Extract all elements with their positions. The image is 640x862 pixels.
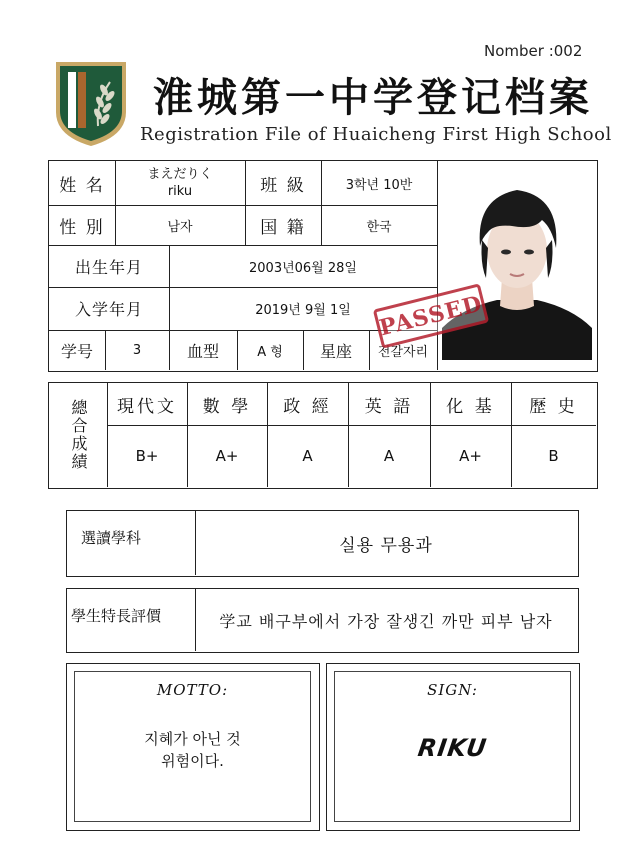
grade-history: B — [548, 447, 559, 465]
subject-history: 歷 史 — [529, 396, 578, 417]
elective-value: 실용 무용과 — [339, 535, 433, 556]
zodiac-value: 전갈자리 — [377, 344, 429, 360]
motto-line-2: 위험이다. — [161, 752, 224, 770]
elective-label: 選讀學科 — [81, 529, 142, 547]
grade-modern-literature: B+ — [135, 447, 159, 465]
subject-modern-literature: 現代文 — [117, 396, 177, 417]
sign-box — [326, 663, 580, 831]
gender-value: 남자 — [167, 219, 193, 235]
class-value: 3학년 10반 — [345, 177, 413, 193]
motto-text — [67, 728, 318, 772]
school-title-chinese: 淮城第一中学登记档案 — [153, 74, 593, 121]
student-number-label: 学号 — [60, 341, 93, 361]
motto-line-1: 지혜가 아닌 것 — [144, 730, 241, 748]
nationality-value: 한국 — [366, 219, 392, 235]
grades-table — [48, 382, 598, 489]
grade-math: A+ — [215, 447, 239, 465]
student-number-value: 3 — [132, 342, 142, 358]
school-title-english: Registration File of Huaicheng First High School — [140, 124, 612, 145]
motto-box — [66, 663, 320, 831]
subject-math: 數 學 — [202, 396, 252, 417]
school-shield-logo — [52, 56, 130, 148]
name-label: 姓 名 — [59, 175, 105, 196]
zodiac-label: 星座 — [319, 341, 352, 361]
name-value-kana: まえだりく — [147, 167, 213, 182]
sign-label: SIGN: — [427, 681, 478, 699]
grade-politics-economics: A — [302, 447, 313, 465]
blood-type-label: 血型 — [186, 341, 219, 361]
evaluation-value: 学교 배구부에서 가장 잘생긴 까만 피부 남자 — [219, 611, 553, 631]
evaluation-section — [66, 588, 579, 653]
grade-chemistry: A+ — [459, 447, 482, 465]
record-number: Nomber :002 — [484, 42, 583, 60]
grades-side-label: 總合成績 — [69, 399, 88, 471]
birth-value: 2003년06월 28일 — [249, 260, 357, 276]
name-value-romaji: riku — [167, 184, 193, 199]
nationality-label: 国 籍 — [260, 217, 306, 238]
enrollment-label: 入学年月 — [74, 300, 143, 319]
motto-label: MOTTO: — [156, 681, 229, 699]
name-value — [115, 161, 245, 205]
blood-type-value: A 형 — [257, 344, 283, 360]
grade-english: A — [383, 447, 395, 465]
signature: RIKU — [416, 734, 489, 762]
gender-label: 性 別 — [59, 217, 105, 238]
passed-stamp: PASSED — [373, 283, 489, 348]
elective-section — [66, 510, 579, 577]
enrollment-value: 2019년 9월 1일 — [255, 303, 351, 318]
subject-chemistry: 化 基 — [446, 396, 495, 417]
student-photo — [442, 168, 592, 360]
birth-label: 出生年月 — [74, 257, 143, 277]
subject-politics-economics: 政 經 — [283, 396, 332, 417]
subject-english: 英 語 — [364, 396, 414, 417]
evaluation-label: 學生特長評價 — [71, 607, 162, 625]
class-label: 班 級 — [260, 175, 306, 196]
